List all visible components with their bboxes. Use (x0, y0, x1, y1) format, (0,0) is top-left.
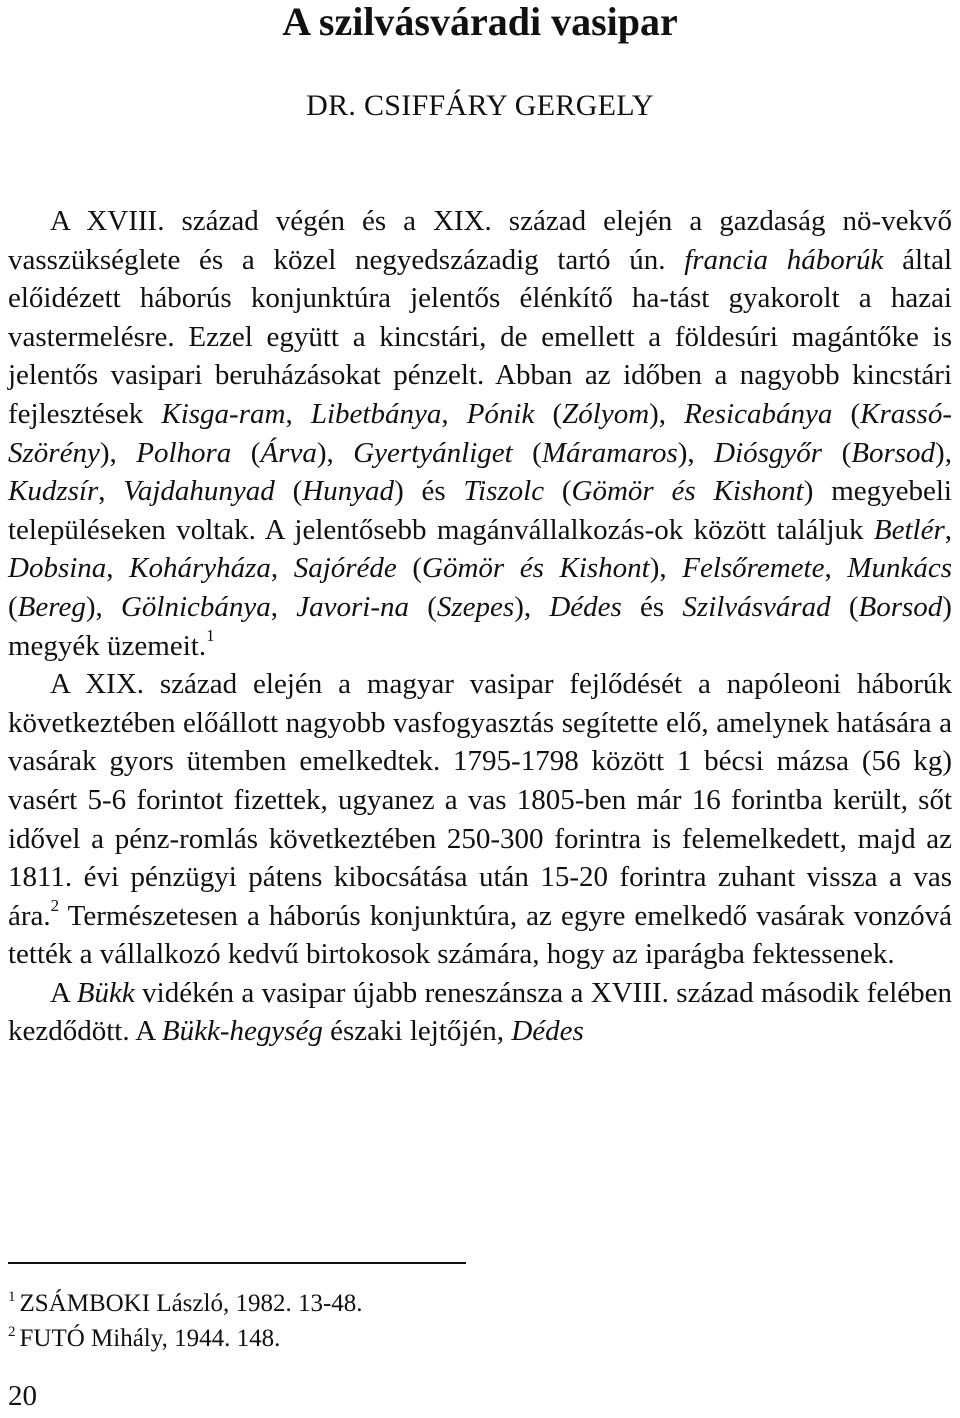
place-name: Diósgyőr (714, 436, 823, 469)
county-name: Borsod (851, 436, 936, 469)
text-run: által előidézett háborús konjunktúra jelentős élénkítő ha-tást gyakorolt a hazai vastermelésre. Ezzel együtt a kincstári, de emellett a földesúri magántőke is jelentős vasipari beruházásokat pénzelt. Abban az időben a nagyobb kincstári fejlesztések (8, 243, 952, 430)
paragraph-1 (8, 202, 952, 665)
text-run: , (441, 397, 467, 430)
place-name: Polhora (136, 436, 232, 469)
county-name: Bereg (17, 590, 86, 623)
place-name: Sajóréde (293, 552, 397, 585)
text-run: ), (935, 436, 952, 469)
text-run: ) megyék üzemeit. (8, 590, 952, 662)
text-run: ( (534, 397, 563, 430)
text-run: ) és (394, 475, 464, 508)
place-name: Javori-na (296, 590, 409, 623)
article-body (8, 202, 952, 1051)
place-name: Libetbánya (310, 397, 442, 430)
text-run: ), (649, 552, 683, 585)
text-run: északi lejtőjén, (322, 1015, 512, 1048)
place-name: Munkács (847, 552, 952, 585)
text-run: ( (512, 436, 542, 469)
place-name: Szilvásvárad (682, 590, 831, 623)
text-run: ( (832, 397, 861, 430)
text-run: ), (99, 436, 137, 469)
place-name: Bükk (76, 976, 135, 1009)
place-name: Bükk-hegység (161, 1015, 323, 1048)
footnote-number: 1 (8, 1289, 16, 1305)
footnote-number: 2 (8, 1324, 16, 1340)
place-name: Gyertyánliget (353, 436, 513, 469)
place-name: Felsőremete (682, 552, 825, 585)
place-name: Vajdahunyad (123, 475, 275, 508)
paragraph-3 (8, 974, 952, 1051)
page-title: A szilvásváradi vasipar (282, 0, 678, 44)
text-run: , (106, 552, 130, 585)
place-name: Resicabánya (684, 397, 833, 430)
county-name: Krassó-Szörény (8, 397, 952, 469)
place-name: Pónik (466, 397, 535, 430)
text-run: ( (409, 590, 437, 623)
place-name: Betlér (873, 513, 945, 546)
text-run: ( (231, 436, 261, 469)
place-name: Kudzsír (8, 475, 99, 508)
place-name: Koháryháza (129, 552, 271, 585)
page-number: 20 (8, 1380, 37, 1412)
footnote-text: FUTÓ Mihály, 1944. 148. (19, 1325, 281, 1352)
author-name: DR. CSIFFÁRY GERGELY (306, 89, 654, 122)
text-run: ( (830, 590, 859, 623)
text-run: , (285, 397, 311, 430)
footnote-1 (8, 1286, 708, 1321)
place-name: Dédes (511, 1015, 584, 1048)
text-run: ( (274, 475, 303, 508)
text-run: , (270, 552, 294, 585)
text-run: , (944, 513, 952, 546)
text-run: ( (544, 475, 572, 508)
text-run: és (621, 590, 683, 623)
text-run: ) megyebeli településeken voltak. A jelentősebb magánvállalkozás-ok között találjuk (8, 475, 952, 546)
text-run: ), (85, 590, 121, 623)
footnotes (8, 1286, 708, 1356)
text-run: ( (396, 552, 423, 585)
footnote-ref: 2 (50, 895, 60, 915)
footnote-ref: 1 (206, 625, 215, 645)
text-run: , (270, 590, 297, 623)
text-run: A (50, 976, 77, 1009)
county-name: Árva (260, 436, 317, 469)
county-name: Zólyom (562, 397, 650, 430)
place-name: Kisga-ram (161, 397, 286, 430)
footnote-divider (8, 1262, 466, 1264)
county-name: Borsod (858, 590, 943, 623)
text-run: A XVIII. század végén és a XIX. század elején a gazdaság nö-vekvő vasszükséglete és a közel negyedszázadig tartó ún. (8, 205, 952, 276)
text-run: ), (649, 397, 685, 430)
place-name: Gölnicbánya (120, 590, 271, 623)
text-run: ( (8, 590, 18, 623)
footnote-text: ZSÁMBOKI László, 1982. 13-48. (19, 1290, 363, 1317)
text-run: , (98, 475, 124, 508)
county-name: Hunyad (302, 475, 395, 508)
place-name: Dobsina (8, 552, 107, 585)
text-run: Természetesen a háborús konjunktúra, az egyre emelkedő vasárak vonzóvá tették a vállalkozó kedvű birtokosok számára, hogy az iparágba fektessenek. (8, 899, 952, 971)
footnote-2 (8, 1321, 708, 1356)
text-run: ), (514, 590, 550, 623)
text-run: ), (316, 436, 354, 469)
county-name: Gömör és Kishont (422, 552, 650, 585)
paragraph-2 (8, 665, 952, 974)
text-run: ), (677, 436, 715, 469)
place-name: Dédes (549, 590, 622, 623)
text-run: vidékén a vasipar újabb reneszánsza a XVIII. század második felében kezdődött. A (8, 976, 953, 1048)
county-name: Gömör és Kishont (571, 475, 804, 508)
county-name: Máramaros (541, 436, 678, 469)
text-run: A XIX. század elején a magyar vasipar fejlődését a napóleoni háborúk következtében előállott nagyobb vasfogyasztás segítette elő, amelynek hatására a vasárak gyors ütemben emelkedtek. 1795-1798 között 1 bécsi mázsa (56 kg) vasért 5-6 forintot fizettek, ugyanez a vas 1805-ben már 16 forintba került, sőt idővel a pénz-romlás következtében 250-300 forintra is felemelkedett, majd az 1811. évi pénzügyi pátens kibocsátása után 15-20 forintra zuhant vissza a vas ára. (8, 668, 952, 932)
italic-term: francia háborúk (684, 243, 884, 276)
text-run: ( (822, 436, 852, 469)
county-name: Szepes (436, 590, 515, 623)
place-name: Tiszolc (463, 475, 545, 508)
text-run: , (824, 552, 848, 585)
